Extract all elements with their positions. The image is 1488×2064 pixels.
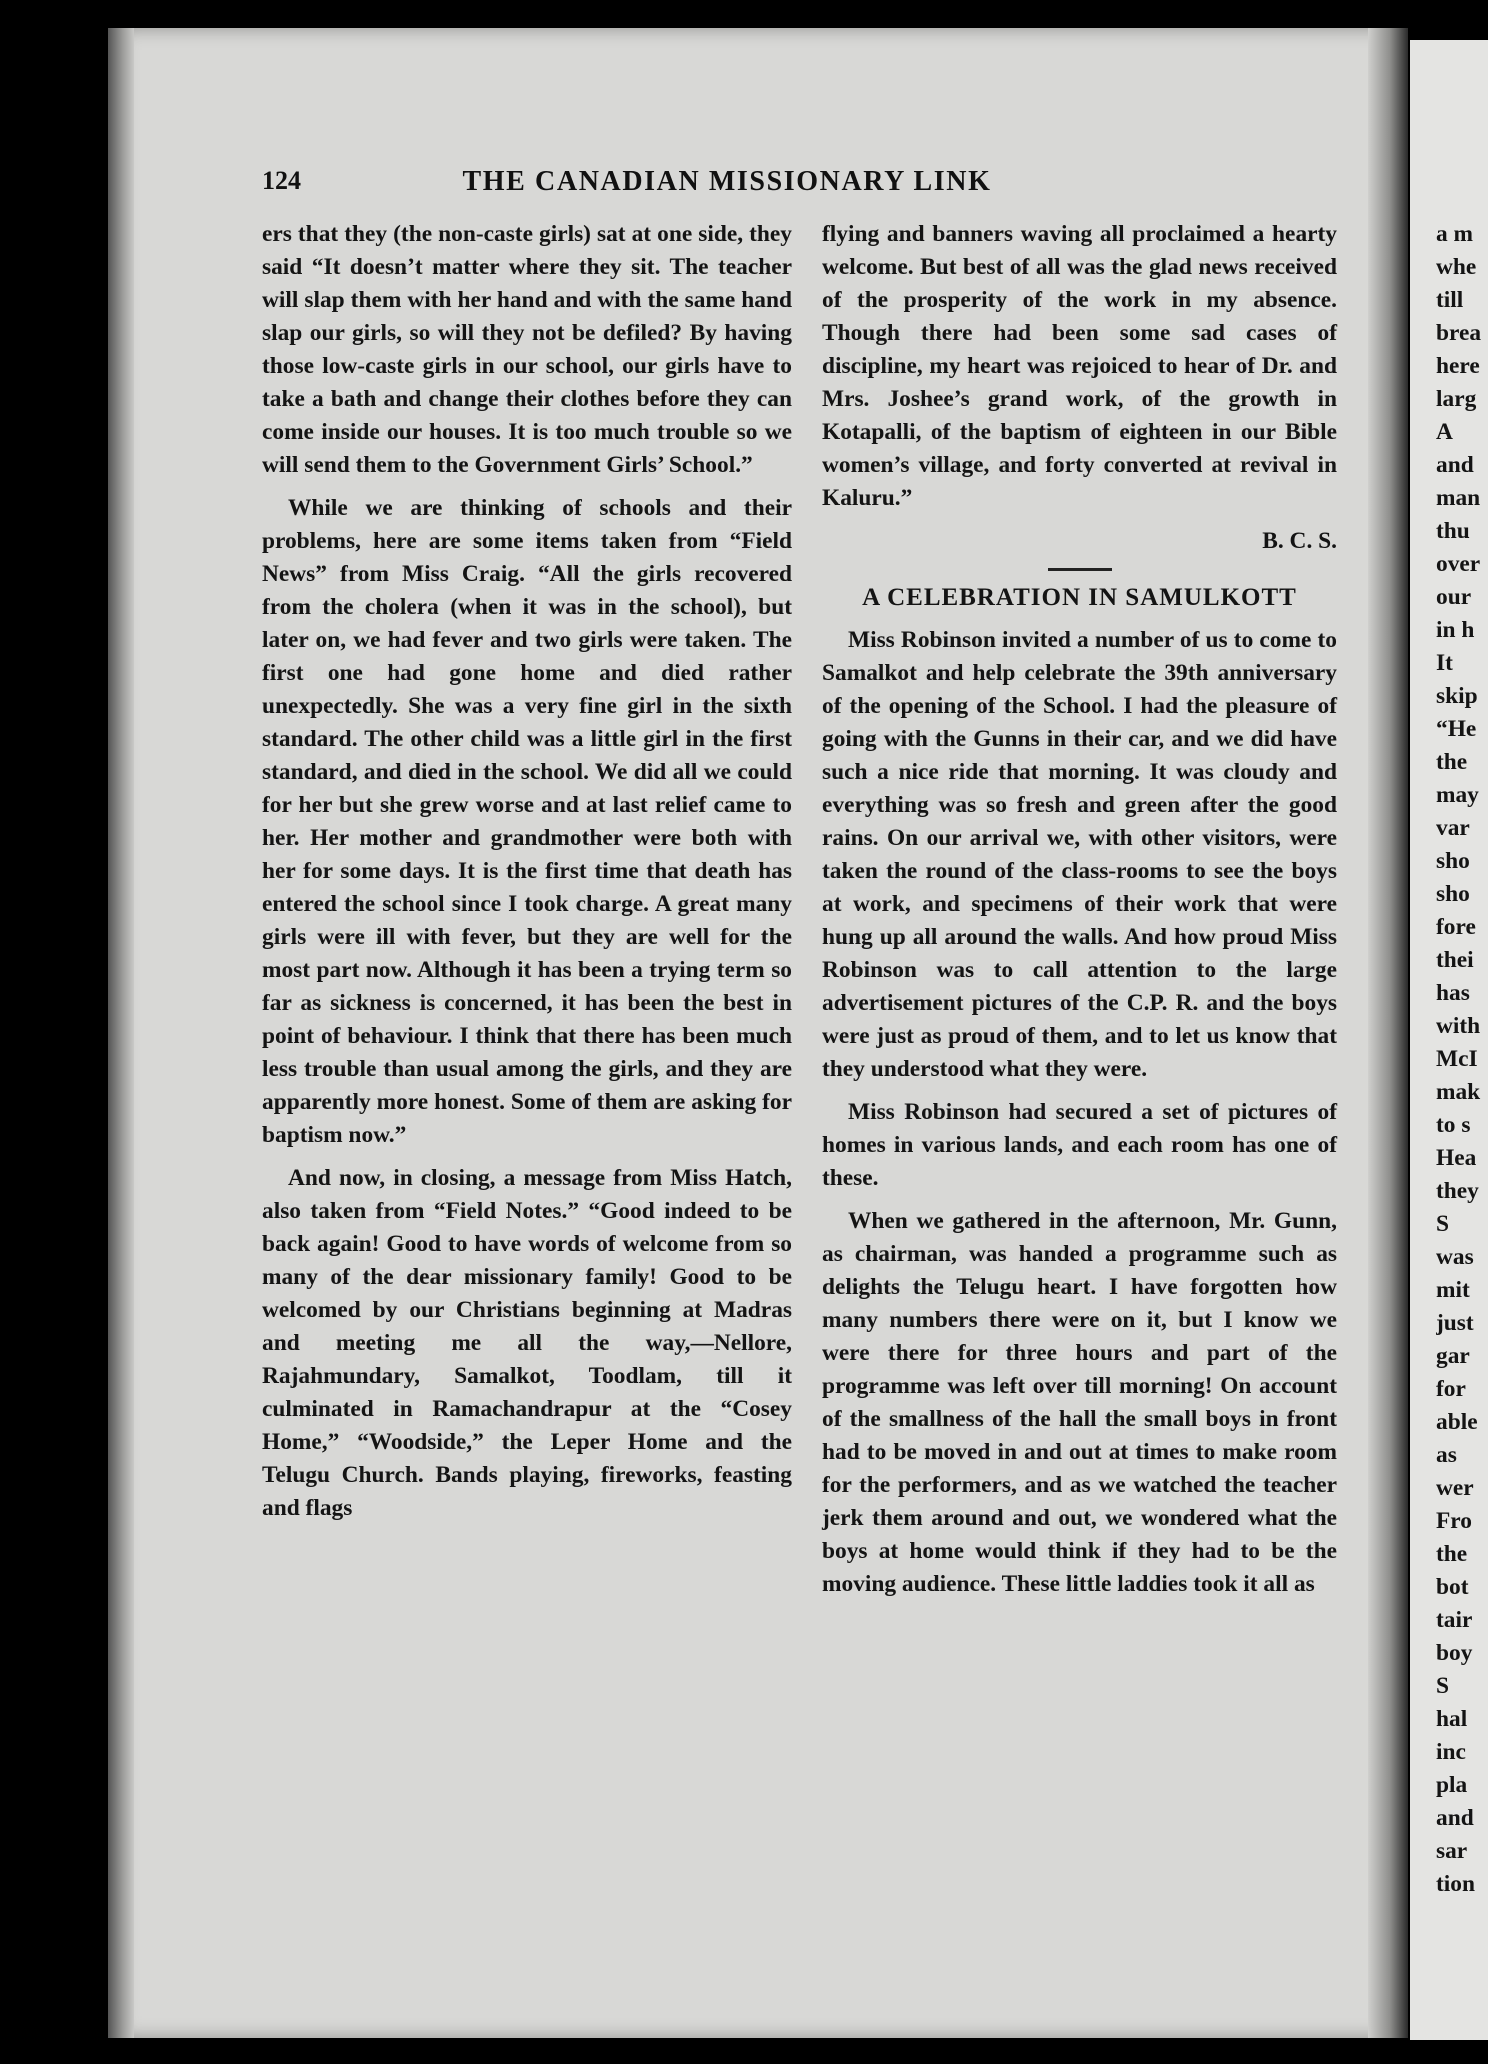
facing-page-line: McI	[1436, 1046, 1478, 1072]
left-column	[262, 218, 792, 1535]
book-spine-edge	[108, 28, 134, 2038]
facing-page-line: It	[1436, 650, 1453, 676]
facing-page-line: in h	[1436, 617, 1475, 643]
facing-page-line: to s	[1436, 1112, 1471, 1138]
right-paragraph-3: Miss Robinson had secured a set of pictures of homes in various lands, and each room has one of these.	[822, 1099, 1337, 1191]
facing-page-line: as	[1436, 1442, 1457, 1468]
facing-page-line: just	[1436, 1310, 1474, 1336]
facing-page-line: fore	[1436, 914, 1476, 940]
facing-page-line: mit	[1436, 1277, 1470, 1303]
facing-page-line: able	[1436, 1409, 1478, 1435]
right-column	[822, 218, 1337, 1611]
facing-page-line: bot	[1436, 1574, 1469, 1600]
facing-page-line: Hea	[1436, 1145, 1477, 1171]
facing-page-line: over	[1436, 551, 1481, 577]
facing-page-line: A	[1436, 419, 1453, 445]
facing-page-line: and	[1436, 452, 1474, 478]
facing-page-line: mak	[1436, 1079, 1481, 1105]
right-paragraph-1: flying and banners waving all proclaimed a hearty welcome. But best of all was the glad news received of the prosperity of the work in my absence. Though there had been some sad cases of discipline, my heart was rejoiced to hear of Dr. and Mrs. Joshee’s grand work, of the growth in Kotapalli, of the baptism of eighteen in our Bible women’s village, and forty converted at revival in Kaluru.”	[822, 221, 1337, 511]
page-number: 124	[262, 166, 301, 195]
running-header	[262, 166, 1192, 206]
facing-page-line: brea	[1436, 320, 1482, 346]
author-signature: B. C. S.	[1262, 528, 1337, 554]
facing-page-line: for	[1436, 1376, 1466, 1402]
facing-page-line: Fro	[1436, 1508, 1472, 1534]
facing-page-line: S	[1436, 1673, 1450, 1699]
facing-page-line: “He	[1436, 716, 1477, 742]
facing-page-line: pla	[1436, 1772, 1468, 1798]
right-paragraph-4: When we gathered in the afternoon, Mr. Gunn, as chairman, was handed a programme such as delights the Telugu heart. I have forgotten how many numbers there were on it, but I know we were there for three hours and part of the programme was left over till morning! On account of the smallness of the hall the small boys in front had to be moved in and out at times to make room for the performers, and as we watched the teacher jerk them around and out, we wondered what the boys at home would think if they had to be the moving audience. These little laddies took it all as	[822, 1208, 1337, 1597]
facing-page-line: inc	[1436, 1739, 1466, 1765]
facing-page-line: they	[1436, 1178, 1479, 1204]
facing-page-line: man	[1436, 485, 1481, 511]
facing-page-line: whe	[1436, 254, 1477, 280]
facing-page-line: boy	[1436, 1640, 1473, 1666]
facing-page-line: larg	[1436, 386, 1477, 412]
facing-page-line: tair	[1436, 1607, 1473, 1633]
facing-page-line: sar	[1436, 1838, 1468, 1864]
left-paragraph-3: And now, in closing, a message from Miss Hatch, also taken from “Field Notes.” “Good indeed to be back again! Good to have words of welcome from so many of the dear missionary family! Good to be welcomed by our Christians beginning at Madras and meeting me all the way,—Nellore, Rajahmundary, Samalkot, Toodlam, till it culminated in Ramachandrapur at the “Cosey Home,” “Woodside,” the Leper Home and the Telugu Church. Bands playing, fireworks, feasting and flags	[262, 1165, 792, 1521]
facing-page-line: may	[1436, 782, 1479, 808]
facing-page-line: our	[1436, 584, 1472, 610]
facing-page-text	[1436, 218, 1488, 1901]
facing-page-line: hal	[1436, 1706, 1468, 1732]
facing-page-line: has	[1436, 980, 1470, 1006]
running-title: THE CANADIAN MISSIONARY LINK	[462, 166, 992, 197]
facing-page-line: var	[1436, 815, 1470, 841]
facing-page-line: sho	[1436, 848, 1470, 874]
facing-page-line: sho	[1436, 881, 1470, 907]
facing-page-line: here	[1436, 353, 1480, 379]
facing-page-line: thu	[1436, 518, 1470, 544]
facing-page-line: till	[1436, 287, 1464, 313]
left-paragraph-2: While we are thinking of schools and their problems, here are some items taken from “Field News” from Miss Craig. “All the girls recovered from the cholera (when it was in the school), but later on, we had fever and two girls were taken. The first one had gone home and died rather unexpectedly. She was a very fine girl in the sixth standard. The other child was a little girl in the first standard, and died in the school. We did all we could for her but she grew worse and at last relief came to her. Her mother and grandmother were both with her for some days. It is the first time that death has entered the school since I took charge. A great many girls were ill with fever, but they are well for the most part now. Although it has been a trying term so far as sickness is concerned, it has been the best in point of behaviour. I think that there has been much less trouble than usual among the girls, and they are apparently more honest. Some of them are asking for baptism now.”	[262, 495, 792, 1148]
facing-page-line: and	[1436, 1805, 1474, 1831]
facing-page-line: was	[1436, 1244, 1474, 1270]
section-divider	[1048, 568, 1112, 571]
facing-page-line: S	[1436, 1211, 1450, 1237]
facing-page-line: tion	[1436, 1871, 1475, 1897]
facing-page-line: gar	[1436, 1343, 1470, 1369]
right-paragraph-2: Miss Robinson invited a number of us to come to Samalkot and help celebrate the 39th anniversary of the opening of the School. I had the pleasure of going with the Gunns in their car, and we did have such a nice ride that morning. It was cloudy and everything was so fresh and green after the good rains. On our arrival we, with other visitors, were taken the round of the class-rooms to see the boys at work, and specimens of their work that were hung up all around the walls. And how proud Miss Robinson was to call attention to the large advertisement pictures of the C.P. R. and the boys were just as proud of them, and to let us know that they understood what they were.	[822, 627, 1337, 1082]
facing-page-line: the	[1436, 1541, 1468, 1567]
page-gutter	[1368, 28, 1408, 2038]
facing-page-line: a m	[1436, 221, 1474, 247]
facing-page-line: wer	[1436, 1475, 1474, 1501]
left-paragraph-1: ers that they (the non-caste girls) sat at one side, they said “It doesn’t matter where they sit. The teacher will slap them with her hand and with the same hand slap our girls, so will they not be defiled? By having those low-caste girls in our school, our girls have to take a bath and change their clothes before they can come inside our houses. It is too much trouble so we will send them to the Government Girls’ School.”	[262, 221, 792, 478]
facing-page-line: skip	[1436, 683, 1478, 709]
facing-page-line: with	[1436, 1013, 1481, 1039]
section-title: A CELEBRATION IN SAMULKOTT	[862, 584, 1297, 611]
facing-page-line: thei	[1436, 947, 1474, 973]
facing-page-line: the	[1436, 749, 1468, 775]
